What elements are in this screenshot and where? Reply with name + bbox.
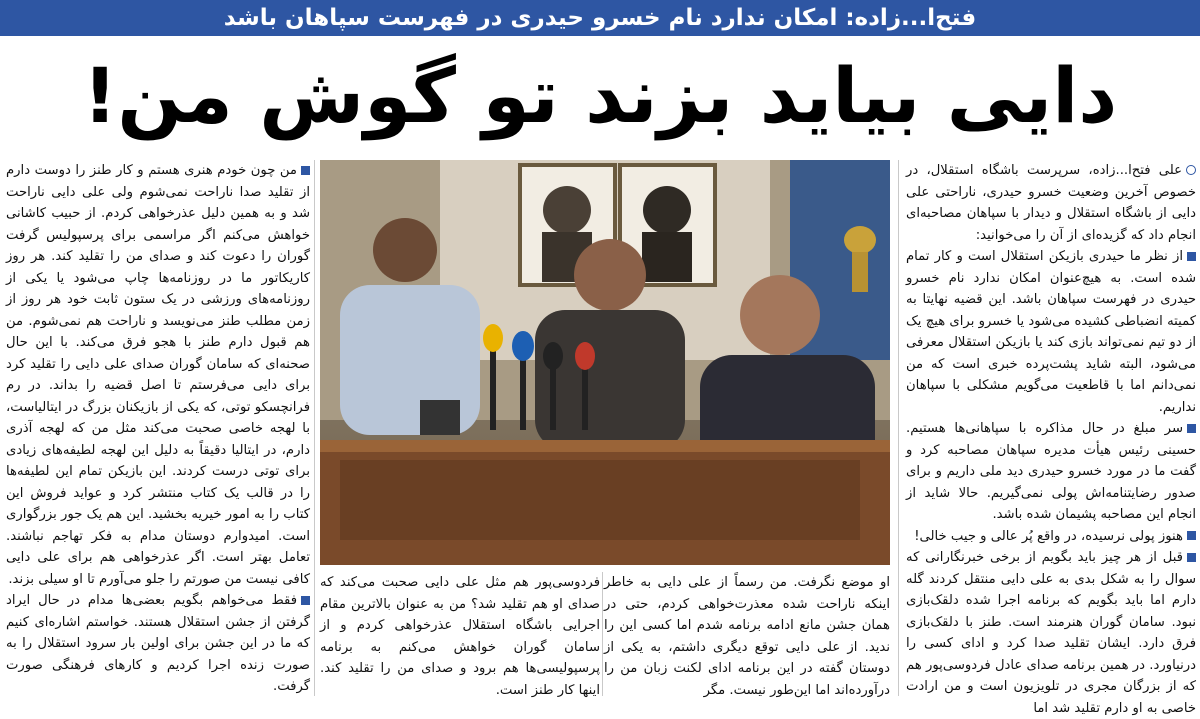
column-left bbox=[6, 160, 310, 696]
column-middle-right bbox=[604, 572, 890, 696]
paragraph-text: او موضع نگرفت. من رسماً از علی دایی به خاطر اینکه ناراحت شده معذرت‌خواهی کردم، حتی در همان جشن مانع ادامه برنامه شدم اما کسی این را ندید. از علی دایی توقع دیگری داشتم، به یکی از دوستان گفته در این برنامه ادای لکنت زبان من را درآورده‌اند اما این‌طور نیست. مگر bbox=[604, 575, 890, 698]
paragraph-text: علی فتح‌ا...زاده، سرپرست باشگاه استقلال، در خصوص آخرین وضعیت خسرو حیدری، ناراحتی علی دایی از باشگاه استقلال و دیدار با سپاهان مصاحبه‌ای انجام داد که گزیده‌ای از آن را می‌خوانید: bbox=[906, 163, 1196, 243]
square-bullet-icon bbox=[1187, 252, 1196, 261]
square-bullet-icon bbox=[1187, 531, 1196, 540]
paragraph bbox=[906, 418, 1196, 526]
column-divider bbox=[314, 160, 315, 696]
kicker-banner bbox=[0, 0, 1200, 36]
paragraph bbox=[6, 160, 310, 590]
paragraph bbox=[906, 246, 1196, 418]
paragraph-text: من چون خودم هنری هستم و کار طنز را دوست دارم از تقلید صدا ناراحت نمی‌شوم ولی علی دایی ناراحت شد و به همین دلیل عذرخواهی کردم. از حبیب کاشانی خواهش می‌کنم اگر مراسمی برای پرسپولیس گرفت گوران را دعوت کند و صدای من را تقلید کند. هر روز کاریکاتور ما در روزنامه‌ها چاپ می‌شود یا یکی از روزنامه‌های ورزشی در یک ستون ثابت خود هر روز از زمن مطلب طنز می‌نویسد و ناراحت هم نمی‌شوم. من هم قبول دارم طنز با هجو فرق می‌کند. با این حال صحنه‌ای که سامان گوران صدای علی دایی را تقلید کرد برای دایی می‌فرستم تا اصل قضیه را بداند. در رم فرانچسکو توتی، که یکی از بازیکنان بزرگ در ایتالیاست، با لهجه خاصی صحبت می‌کند مثل من که لهجه آذری دارم، در ایتالیا دقیقاً به دلیل این لهجه لطیفه‌های زیادی برای توتی درست کردند. این بازیکن تمام این لطیفه‌ها را در قالب یک کتاب منتشر کرد و عواید فروش این کتاب را به امور خیریه بخشید. این هم یک جور بزرگواری است. امیدوارم دوستان مدام به فکر تهاجم نباشند. تعامل بهتر است. اگر عذرخواهی هم برای علی دایی کافی نیست من صورتم را جلو می‌آورم تا او سیلی بزند. bbox=[6, 163, 310, 587]
paragraph bbox=[906, 547, 1196, 719]
paragraph bbox=[906, 526, 1196, 548]
column-divider bbox=[602, 572, 603, 696]
square-bullet-icon bbox=[301, 596, 310, 605]
photo-illustration bbox=[320, 160, 890, 565]
kicker-text: فتح‌ا...زاده: امکان ندارد نام خسرو حیدری در فهرست سپاهان باشد bbox=[223, 5, 977, 31]
column-divider bbox=[898, 160, 899, 696]
paragraph-text: قبل از هر چیز باید بگویم از برخی خبرنگارانی که سوال را به شکل بدی به علی دایی منتقل کردند گله دارم اما باید بگویم که برنامه اجرا شده دلقک‌بازی نبود. سامان گوران هنرمند است. طنز با دلقک‌بازی فرق دارد. ایشان تقلید صدا کرد و ادای کسی را درنیاورد. در همین برنامه صدای عادل فردوسی‌پور هم که از بزرگان مجری در تلویزیون است و من ارادت خاصی به او دارم تقلید شد اما bbox=[906, 550, 1196, 716]
paragraph-text: سر مبلغ در حال مذاکره با سپاهانی‌ها هستیم. حسینی رئیس هیأت مدیره سپاهان مصاحبه کرد و گفت ما در مورد خسرو حیدری دید ملی داریم و برای صدور رضایتنامه‌اش پولی نمی‌گیریم. حالا شاید از انجام این مصاحبه پشیمان شده باشد. bbox=[906, 421, 1196, 522]
paragraph-text: از نظر ما حیدری بازیکن استقلال است و کار تمام شده است. به هیچ‌عنوان امکان ندارد نام خسرو حیدری در فهرست سپاهان باشد. این قضیه نهایتا به کمیته انضباطی کشیده می‌شود یا خسرو برای هیچ یک از دو تیم نمی‌تواند بازی کند یا بازیکن استقلال معرفی می‌شود، البته شاید پشت‌پرده خبری است که من نمی‌دانم اما با قاطعیت می‌گویم مشکلی با سپاهان نداریم. bbox=[906, 249, 1196, 415]
square-bullet-icon bbox=[301, 166, 310, 175]
paragraph bbox=[6, 590, 310, 698]
paragraph-text: هنوز پولی نرسیده، در واقع پُر عالی و جیب خالی! bbox=[914, 528, 1183, 544]
paragraph-text: فردوسی‌پور هم مثل علی دایی صحبت می‌کند که صدای او هم تقلید شد؟ من به عنوان بالاترین مقام اجرایی باشگاه استقلال عذرخواهی کردم و از سامان گوران خواهش می‌کنم به برنامه پرسپولیسی‌ها هم برود و صدای من را تقلید کند. اینها کار طنز است. bbox=[320, 575, 600, 698]
headline: دایی بیاید بزند تو گوش من! bbox=[82, 51, 1118, 140]
column-middle-left bbox=[320, 572, 600, 696]
press-conference-photo bbox=[320, 160, 890, 565]
circle-bullet-icon bbox=[1186, 165, 1196, 175]
square-bullet-icon bbox=[1187, 424, 1196, 433]
column-right bbox=[906, 160, 1196, 716]
paragraph bbox=[906, 160, 1196, 246]
paragraph-text: فقط می‌خواهم بگویم بعضی‌ها مدام در حال ایراد گرفتن از جشن استقلال هستند. خواستم اشاره‌ای کنیم که ما در این جشن برای اولین بار سرود استقلال را به صورت زنده اجرا کردیم و کارهای فرهنگی صورت گرفت. bbox=[6, 593, 310, 694]
square-bullet-icon bbox=[1187, 553, 1196, 562]
